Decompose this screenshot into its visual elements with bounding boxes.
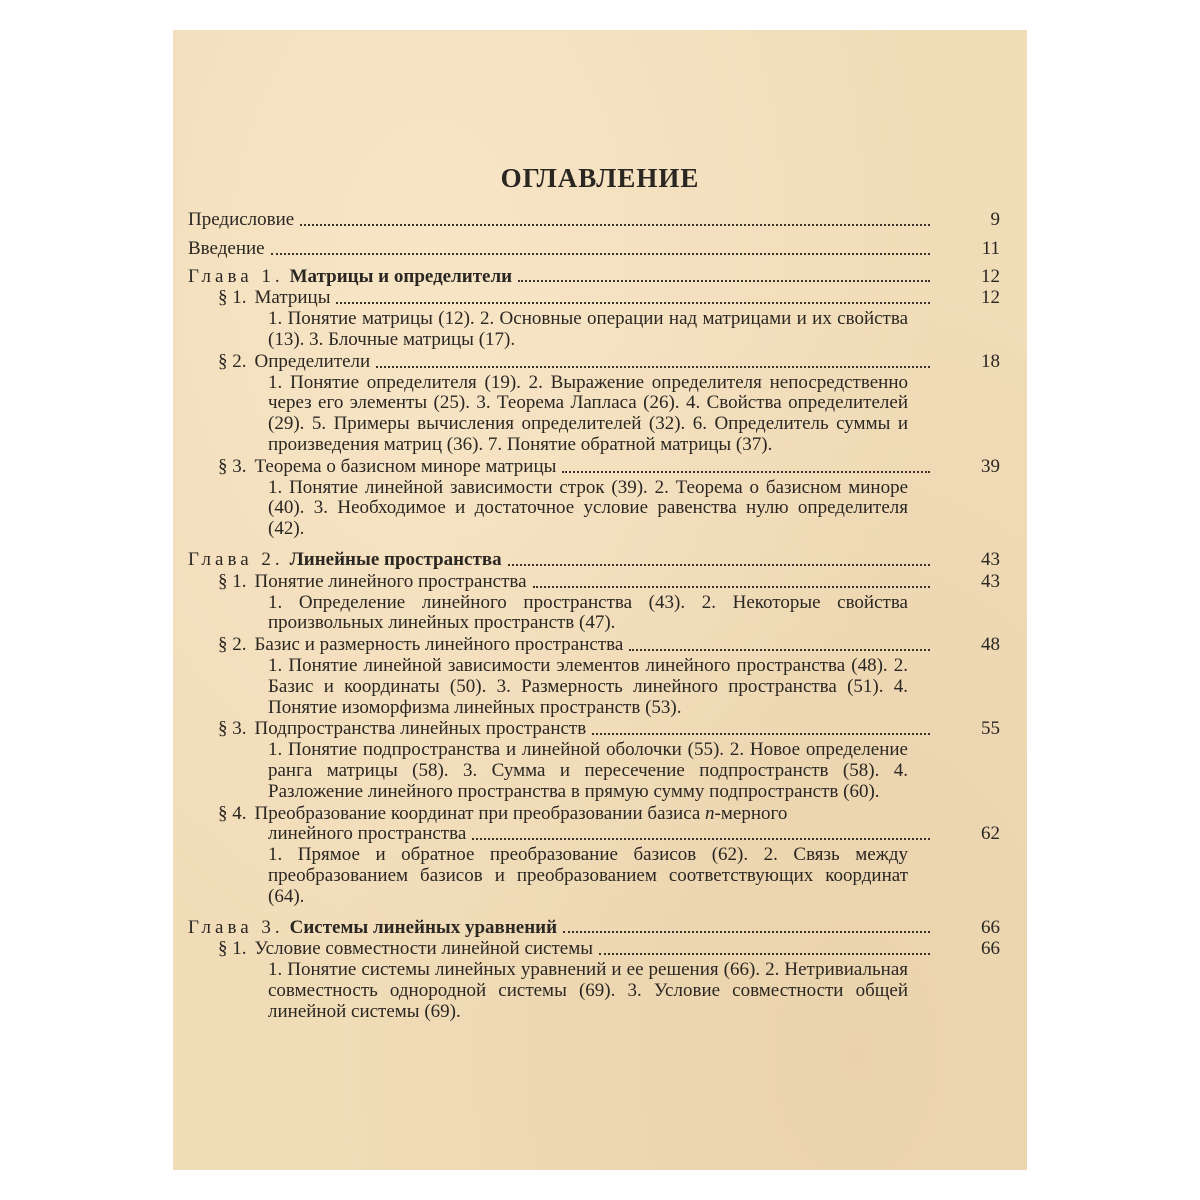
- toc-entry-introduction: [188, 239, 1000, 260]
- section-title-continuation: линейного пространства: [268, 823, 467, 845]
- section-title: [255, 804, 788, 825]
- section-label: § 4.: [218, 802, 247, 824]
- page-number: 48: [981, 634, 1000, 656]
- page-number: 43: [981, 570, 1000, 592]
- toc-section: [218, 719, 1000, 802]
- chapter-label: Глава 1.: [188, 265, 284, 287]
- section-title: Матрицы: [254, 287, 331, 309]
- section-title: Подпространства линейных пространств: [254, 718, 587, 740]
- leader-dots: [472, 838, 930, 840]
- leader-dots: [518, 280, 930, 282]
- toc-section: [218, 939, 1000, 1022]
- section-label: § 2.: [218, 634, 247, 656]
- leader-dots: [563, 931, 930, 933]
- toc-section: [218, 288, 1000, 350]
- section-label: § 3.: [218, 455, 247, 477]
- chapter-label: Глава 3.: [188, 916, 284, 938]
- section-description: 1. Понятие линейной зависимости элементов линейного пространства (48). 2. Базис и координаты (50). 3. Размерность линейного пространства (51). 4. Понятие изоморфизма линейных пространств (53).: [268, 654, 908, 718]
- section-description: 1. Понятие определителя (19). 2. Выражение определителя непосредственно через его элементы (25). 3. Теорема Лапласа (26). 4. Свойства определителей (29). 5. Примеры вычисления определителей (32). 6. Определитель суммы и произведения матриц (36). 7. Понятие обратной матрицы (37).: [268, 371, 908, 455]
- leader-dots: [533, 586, 930, 588]
- toc-section: [218, 352, 1000, 456]
- page-number: 39: [981, 455, 1000, 477]
- section-label: § 1.: [218, 570, 247, 592]
- toc-section: [218, 804, 1000, 908]
- chapter-title: Матрицы и определители: [289, 265, 513, 287]
- page-number: 12: [981, 265, 1000, 287]
- section-description: 1. Понятие матрицы (12). 2. Основные операции над матрицами и их свойства (13). 3. Блочные матрицы (17).: [268, 308, 908, 350]
- section-label: § 1.: [218, 938, 247, 960]
- toc-section: [218, 635, 1000, 718]
- section-label: § 2.: [218, 350, 247, 372]
- toc-chapter-3: [188, 918, 1000, 939]
- page-number: 9: [990, 209, 1000, 230]
- section-title: Теорема о базисном миноре матрицы: [254, 455, 557, 477]
- toc-section: [218, 572, 1000, 634]
- leader-dots: [592, 733, 930, 735]
- section-description: 1. Определение линейного пространства (43). 2. Некоторые свойства произвольных линейных пространств (47).: [268, 591, 908, 634]
- page-number: 43: [981, 548, 1000, 570]
- page-number: 55: [981, 718, 1000, 740]
- page-number: 62: [981, 823, 1000, 845]
- toc-chapter-2: [188, 550, 1000, 571]
- section-description: 1. Понятие системы линейных уравнений и ее решения (66). 2. Нетривиальная совместность однородной системы (69). 3. Условие совместности общей линейной системы (69).: [268, 959, 908, 1022]
- page-number: 11: [981, 237, 1000, 259]
- section-title-part: Преобразование координат при преобразовании базиса: [254, 802, 701, 824]
- toc-section: [218, 457, 1000, 540]
- leader-dots: [562, 471, 930, 473]
- page-number: 66: [981, 916, 1000, 938]
- chapter-title: Линейные пространства: [289, 548, 502, 570]
- section-title: Условие совместности линейной системы: [254, 938, 594, 960]
- leader-dots: [271, 253, 930, 255]
- page-number: 18: [981, 350, 1000, 372]
- leader-dots: [508, 564, 930, 566]
- page-number: 12: [981, 287, 1000, 309]
- section-title-part: -мерного: [714, 802, 788, 824]
- leader-dots: [300, 224, 930, 226]
- page-number: 66: [981, 938, 1000, 960]
- leader-dots: [376, 366, 930, 368]
- section-title: Базис и размерность линейного пространства: [254, 634, 624, 656]
- toc-chapter-1: [188, 267, 1000, 288]
- section-title: Определители: [254, 350, 371, 372]
- section-description: 1. Прямое и обратное преобразование базисов (62). 2. Связь между преобразованием базисов и преобразованием соответствующих координат (64).: [268, 844, 908, 907]
- entry-title: Предисловие: [188, 209, 295, 230]
- entry-title: Введение: [188, 237, 265, 259]
- section-title-variable: n: [705, 802, 715, 824]
- table-of-contents: [188, 210, 1000, 1022]
- chapter-title: Системы линейных уравнений: [289, 916, 558, 938]
- leader-dots: [599, 953, 930, 955]
- leader-dots: [336, 302, 930, 304]
- section-label: § 3.: [218, 718, 247, 740]
- section-description: 1. Понятие линейной зависимости строк (39). 2. Теорема о базисном миноре (40). 3. Необходимое и достаточное условие равенства нулю определителя (42).: [268, 476, 908, 540]
- section-title: Понятие линейного пространства: [254, 570, 527, 592]
- section-description: 1. Понятие подпространства и линейной оболочки (55). 2. Новое определение ранга матрицы (58). 3. Сумма и пересечение подпространств (58). 4. Разложение линейного пространства в прямую сумму подпространств (60).: [268, 739, 908, 802]
- leader-dots: [629, 649, 930, 651]
- toc-entry-preface: [188, 210, 1000, 231]
- section-label: § 1.: [218, 287, 247, 309]
- book-page: [173, 30, 1027, 1170]
- chapter-label: Глава 2.: [188, 548, 284, 570]
- page-title: ОГЛАВЛЕНИЕ: [500, 163, 700, 193]
